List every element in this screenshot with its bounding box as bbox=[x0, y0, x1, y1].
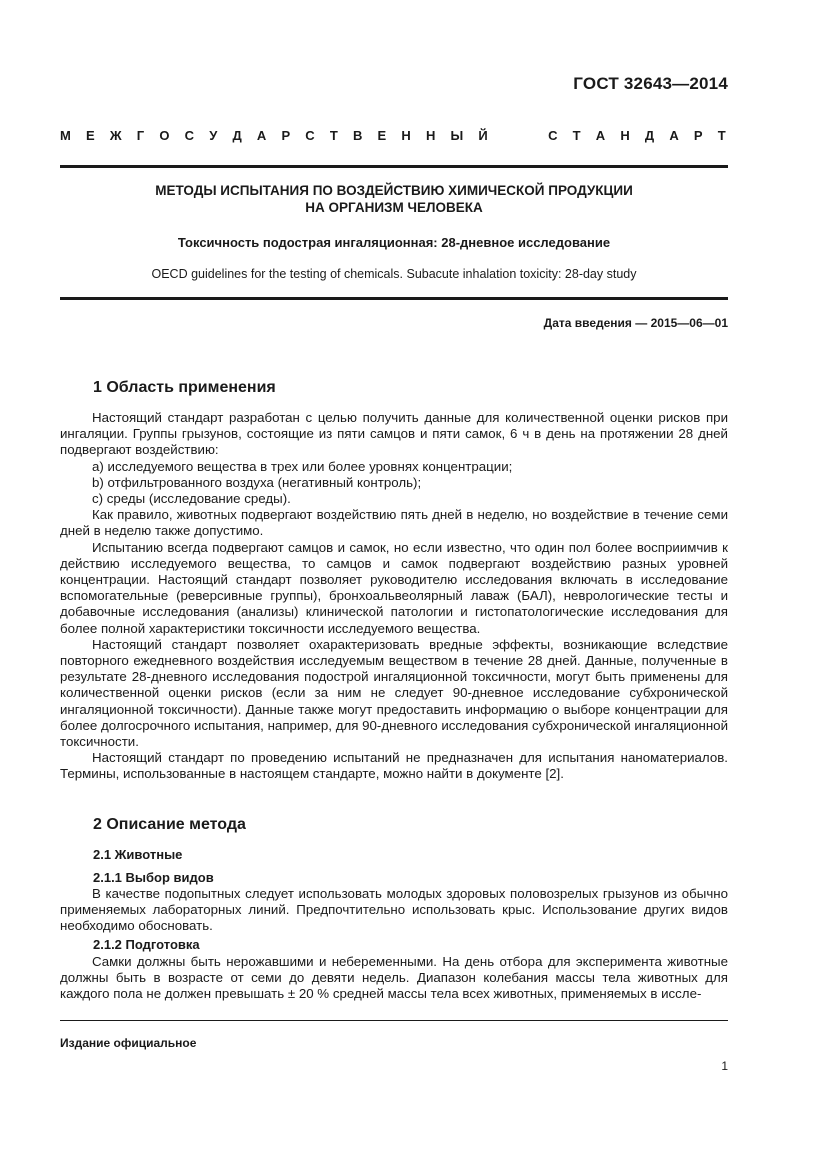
list-item: a) исследуемого вещества в трех или более уровнях концентрации; bbox=[92, 458, 513, 474]
introduction-date: Дата введения — 2015—06—01 bbox=[543, 316, 728, 330]
paragraph: В качестве подопытных следует использовать молодых здоровых половозрелых грызунов из обычно применяемых лабораторных линий. Предпочтительно использовать крыс. Использование других видов необходимо обосновать. bbox=[60, 886, 728, 934]
section-2-1-1-heading: 2.1.1 Выбор видов bbox=[93, 870, 214, 885]
section-2-1-2-body bbox=[60, 954, 728, 1003]
footer-rule bbox=[60, 1020, 728, 1021]
paragraph: Настоящий стандарт по проведению испытаний не предназначен для испытания наноматериалов. Термины, использованные в настоящем стандарте, можно найти в документе [2]. bbox=[60, 750, 728, 782]
paragraph: Настоящий стандарт позволяет охарактеризовать вредные эффекты, возникающие вследствие повторного ежедневного воздействия исследуемым веществом в течение 28 дней. Данные, полученные в результате 28-дневного исследования подострой ингаляционной токсичности, могут быть применены для количественной оценки рисков (если за ним не следует 90-дневное исследование субхронической ингаляционной токсичности). Данные также могут предоставить информацию о выборе концентрации для более долгосрочного испытания, например, для 90-дневного исследования субхронической ингаляционной токсичности. bbox=[60, 636, 728, 750]
document-number: ГОСТ 32643—2014 bbox=[573, 74, 728, 93]
edition-label: Издание официальное bbox=[60, 1036, 197, 1050]
paragraph: Самки должны быть нерожавшими и небеременными. На день отбора для эксперимента животные должны быть в возрасте от семи до девяти недель. Диапазон колебания массы тела животных для каждого пола не должен превышать ± 20 % средней массы тела всех животных, применяемых в иссле- bbox=[60, 954, 728, 1002]
english-title: OECD guidelines for the testing of chemicals. Subacute inhalation toxicity: 28-day study bbox=[151, 267, 637, 281]
list-item: c) среды (исследование среды). bbox=[92, 491, 291, 507]
interstate-standard-label: М Е Ж Г О С У Д А Р С Т В Е Н Н Ы Й С Т А Н Д А Р Т bbox=[60, 128, 726, 143]
document-title: МЕТОДЫ ИСПЫТАНИЯ ПО ВОЗДЕЙСТВИЮ ХИМИЧЕСКОЙ ПРОДУКЦИИ НА ОРГАНИЗМ ЧЕЛОВЕКА bbox=[155, 183, 633, 215]
title-rule bbox=[60, 297, 728, 300]
section-2-heading: 2 Описание метода bbox=[93, 816, 246, 833]
paragraph: Как правило, животных подвергают воздействию пять дней в неделю, но воздействие в течение семи дней в неделю также допустимо. bbox=[60, 507, 728, 539]
page-number: 1 bbox=[721, 1059, 728, 1073]
section-1-body bbox=[60, 410, 728, 783]
paragraph: Испытанию всегда подвергают самцов и самок, но если известно, что один пол более восприимчив к действию исследуемого вещества, то самцов и самок подвергают воздействию разных уровней концентрации. Настоящий стандарт позволяет руководителю исследования включать в исследование вспомогательные (реверсивные группы), бронхоальвеолярный лаваж (БАЛ), неврологические тесты и добавочные исследования (анализы) клинической патологии и гистопатологические исследования для более полной характеристики токсичности исследуемого вещества. bbox=[60, 539, 728, 636]
section-2-1-2-heading: 2.1.2 Подготовка bbox=[93, 937, 200, 952]
section-2-1-heading: 2.1 Животные bbox=[93, 847, 183, 862]
section-2-1-1-body bbox=[60, 886, 728, 935]
paragraph: Настоящий стандарт разработан с целью получить данные для количественной оценки рисков при ингаляции. Группы грызунов, состоящие из пяти самцов и пяти самок, 6 ч в день на протяжении 28 дней подвергают воздействию: bbox=[60, 410, 728, 458]
document-subtitle: Токсичность подострая ингаляционная: 28-дневное исследование bbox=[177, 235, 611, 250]
header-rule bbox=[60, 165, 728, 168]
list-item: b) отфильтрованного воздуха (негативный контроль); bbox=[92, 474, 422, 490]
section-1-heading: 1 Область применения bbox=[93, 379, 276, 396]
